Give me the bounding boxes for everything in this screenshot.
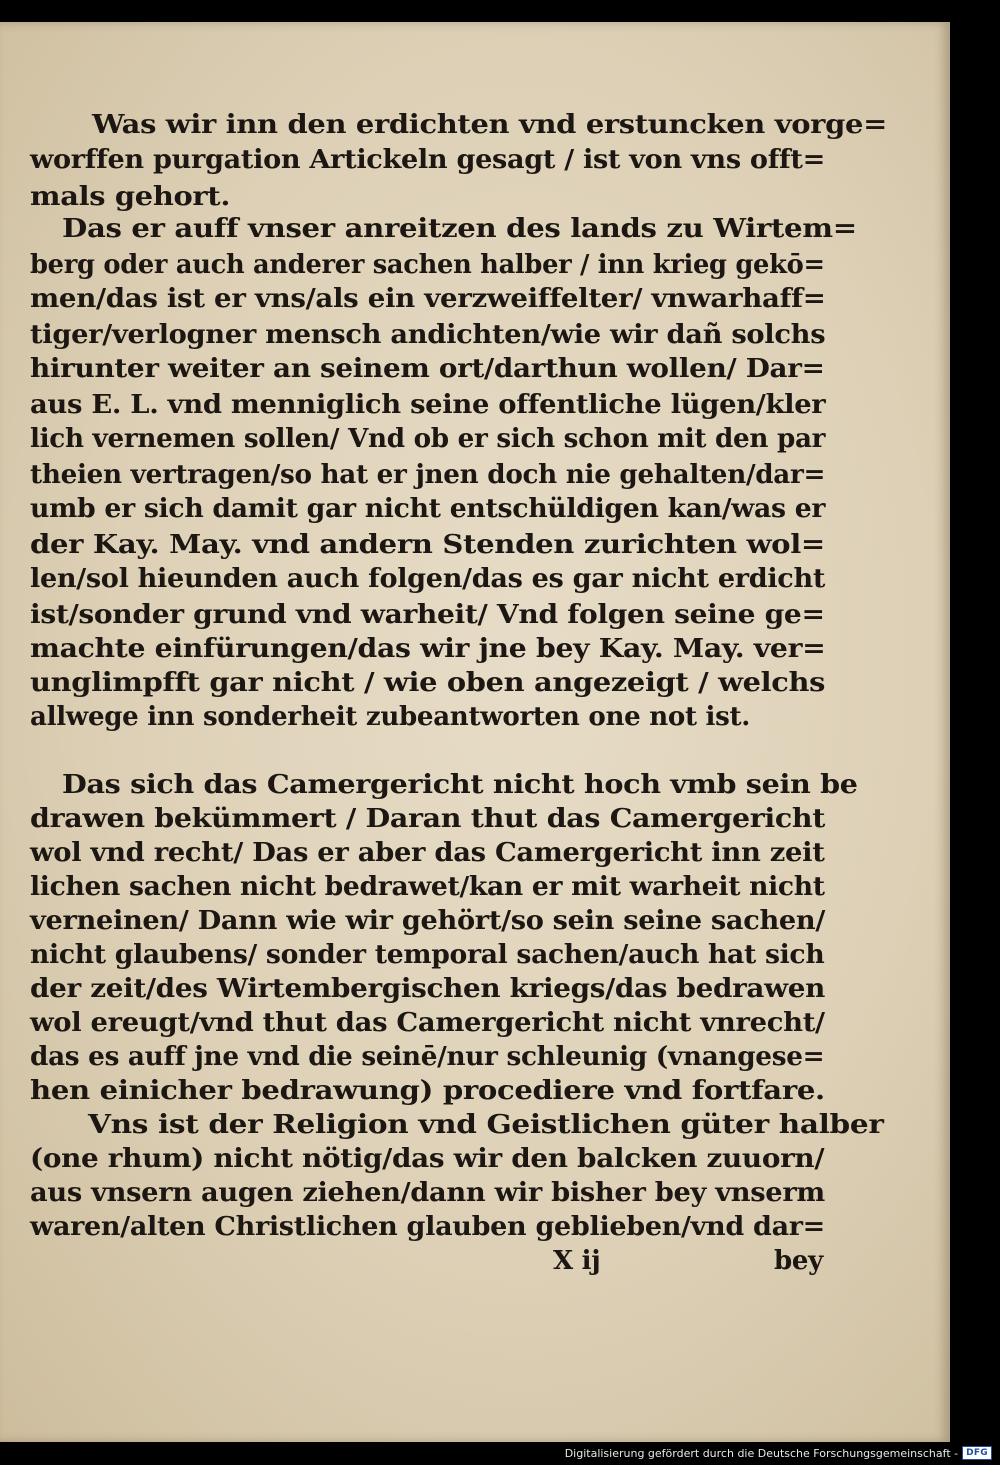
text-line: len/sol hieunden auch folgen/das es gar nicht erdicht bbox=[30, 564, 826, 594]
text-line: Das er auff vnser anreitzen des lands zu Wirtem= bbox=[62, 214, 857, 244]
signature-mark: X ij bbox=[553, 1246, 601, 1276]
footer-text: Digitalisierung gefördert durch die Deutsche Forschungsgemeinschaft - bbox=[564, 1446, 959, 1460]
footer-credit bbox=[565, 1445, 992, 1461]
text-line: machte einfürungen/das wir jne bey Kay. May. ver= bbox=[30, 634, 826, 664]
text-line: umb er sich damit gar nicht entschüldigen kan/was er bbox=[30, 494, 826, 524]
text-line: hen einicher bedrawung) procediere vnd fortfare. bbox=[30, 1076, 825, 1106]
book-page bbox=[0, 22, 950, 1442]
text-line: men/das ist er vns/als ein verzweiffelter/ vnwarhaff= bbox=[30, 284, 826, 314]
text-line: der Kay. May. vnd andern Stenden zurichten wol= bbox=[30, 530, 825, 560]
text-line: mals gehort. bbox=[30, 182, 231, 212]
text-line: drawen bekümmert / Daran thut das Camergericht bbox=[30, 804, 826, 834]
text-line: hirunter weiter an seinem ort/darthun wollen/ Dar= bbox=[30, 354, 825, 384]
text-line: wol vnd recht/ Das er aber das Camergericht inn zeit bbox=[30, 838, 825, 868]
text-line: der zeit/des Wirtembergischen kriegs/das bedrawen bbox=[30, 974, 826, 1004]
text-line: unglimpfft gar nicht / wie oben angezeigt / welchs bbox=[30, 668, 826, 698]
text-line: worffen purgation Artickeln gesagt / ist von vns offt= bbox=[30, 145, 826, 175]
text-line: aus vnsern augen ziehen/dann wir bisher bey vnserm bbox=[30, 1178, 825, 1208]
text-line: ist/sonder grund vnd warheit/ Vnd folgen seine ge= bbox=[30, 600, 825, 630]
text-line: Vns ist der Religion vnd Geistlichen güter halber bbox=[88, 1110, 884, 1140]
text-line: Was wir inn den erdichten vnd erstuncken vorge= bbox=[92, 110, 887, 140]
text-line: das es auff jne vnd die seinē/nur schleunig (vnangese= bbox=[30, 1042, 825, 1072]
text-line: theien vertragen/so hat er jnen doch nie gehalten/dar= bbox=[30, 460, 826, 490]
catchword: bey bbox=[774, 1246, 823, 1276]
text-line: lich vernemen sollen/ Vnd ob er sich schon mit den par bbox=[30, 424, 826, 454]
text-line: verneinen/ Dann wie wir gehört/so sein seine sachen/ bbox=[30, 906, 825, 936]
text-line: allwege inn sonderheit zubeantworten one not ist. bbox=[30, 702, 750, 732]
text-line: wol ereugt/vnd thut das Camergericht nicht vnrecht/ bbox=[30, 1008, 825, 1038]
text-line: lichen sachen nicht bedrawet/kan er mit warheit nicht bbox=[30, 872, 825, 902]
dfg-logo-icon: DFG bbox=[962, 1446, 992, 1460]
text-line: Das sich das Camergericht nicht hoch vmb sein be bbox=[62, 770, 858, 800]
text-line: nicht glaubens/ sonder temporal sachen/auch hat sich bbox=[30, 940, 825, 970]
text-line: tiger/verlogner mensch andichten/wie wir dañ solchs bbox=[30, 320, 826, 350]
text-line: aus E. L. vnd menniglich seine offentliche lügen/kler bbox=[30, 390, 826, 420]
text-line: (one rhum) nicht nötig/das wir den balcken zuuorn/ bbox=[30, 1144, 825, 1174]
text-line: berg oder auch anderer sachen halber / inn krieg gekō= bbox=[30, 250, 825, 280]
text-line: waren/alten Christlichen glauben geblieben/vnd dar= bbox=[30, 1212, 826, 1242]
